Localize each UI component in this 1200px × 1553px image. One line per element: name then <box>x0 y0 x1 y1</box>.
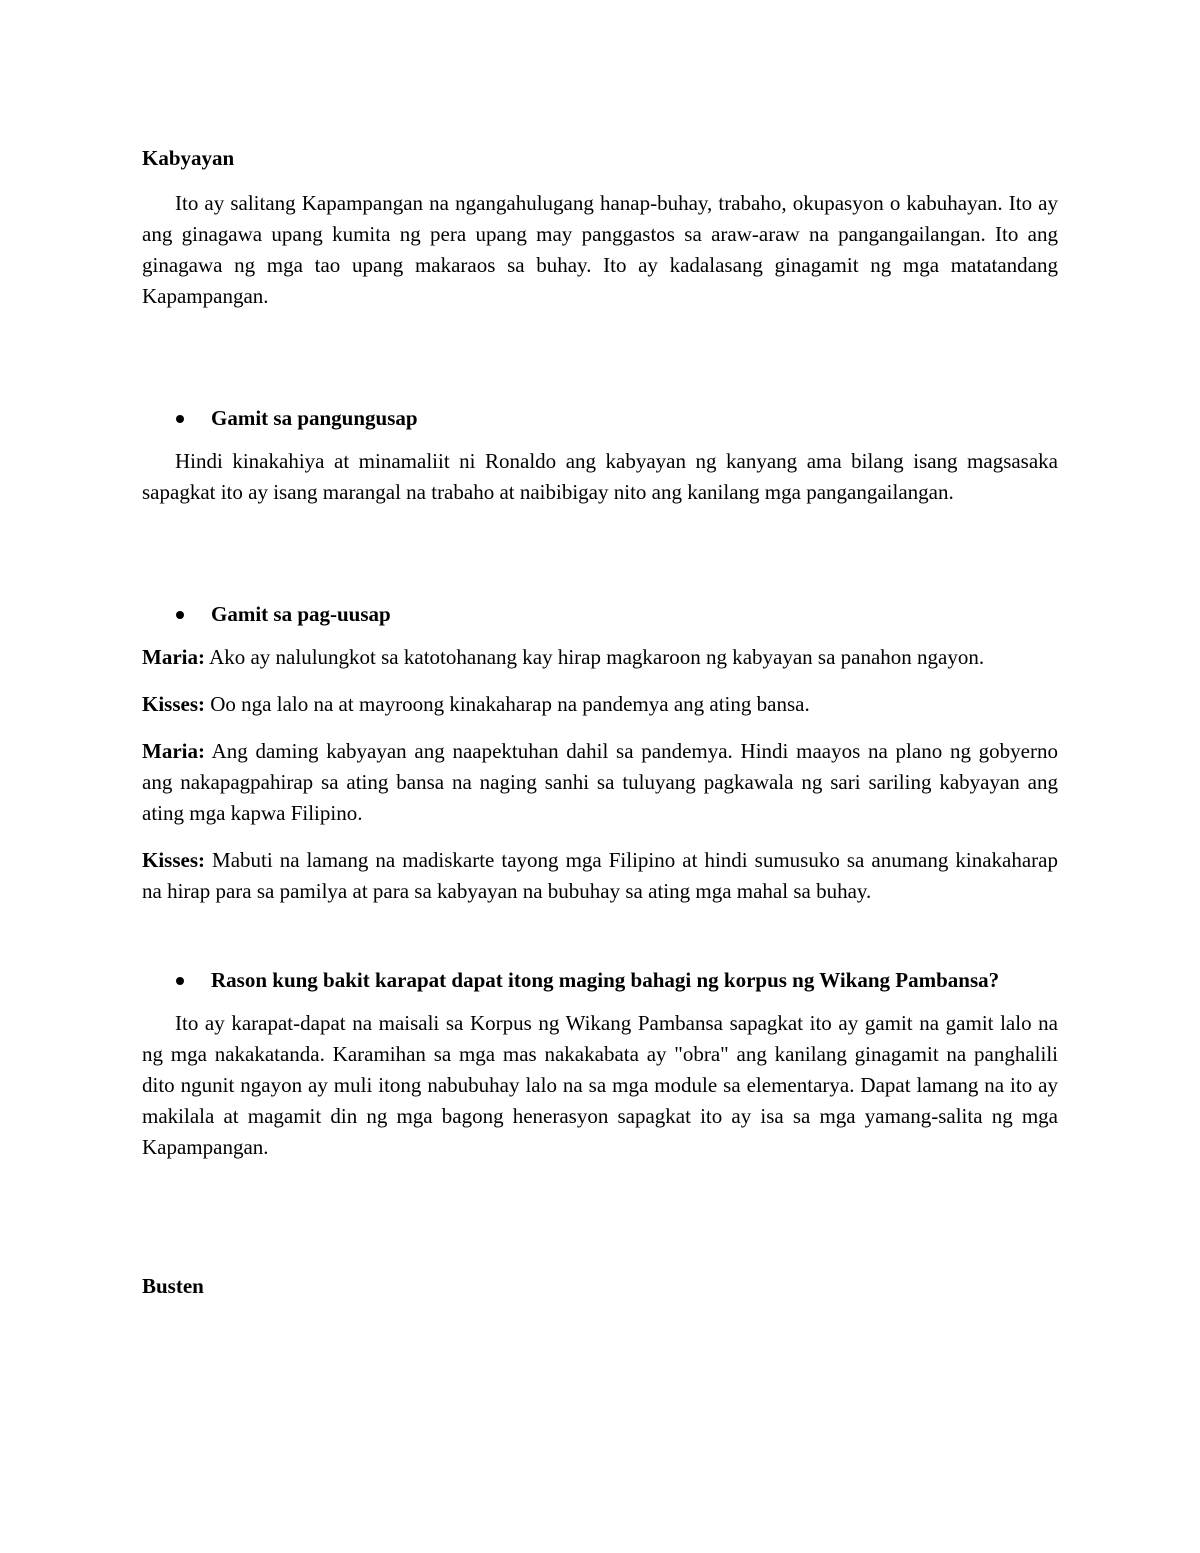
speaker-name: Maria: <box>142 739 205 763</box>
definition-paragraph: Ito ay salitang Kapampangan na ngangahulugang hanap-buhay, trabaho, okupasyon o kabuhayan. Ito ay ang ginagawa upang kumita ng pera upang may panggastos sa araw-araw na pangangailangan. Ito ang ginagawa ng mga tao upang makaraos sa buhay. Ito ay kadalasang ginagamit ng mga matatandang Kapampangan. <box>142 191 1058 308</box>
dialog-text: Ako ay nalulungkot sa katotohanang kay hirap magkaroon ng kabyayan sa panahon ngayon. <box>204 645 985 669</box>
bullet-sentence-usage <box>142 403 1058 434</box>
bullet-icon <box>176 415 184 423</box>
bullet-icon <box>176 611 184 619</box>
speaker-name: Maria: <box>142 645 205 669</box>
conversation-block <box>142 642 1058 907</box>
reason-paragraph: Ito ay karapat-dapat na maisali sa Korpus ng Wikang Pambansa sapagkat ito ay gamit na gamit lalo na ng mga nakakatanda. Karamihan sa mga mas nakakabata ay "obra" ang kanilang ginagamit na panghalili dito ngunit ngayon ay muli itong nabubuhay lalo na sa mga module sa elementarya. Dapat lamang na ito ay makilala at magamit din ng mga bagong henerasyon sapagkat ito ay isa sa mga yamang-salita ng mga Kapampangan. <box>142 1011 1058 1159</box>
dialog-line <box>142 736 1058 829</box>
word-title-kabyayan: Kabyayan <box>142 146 235 170</box>
speaker-name: Kisses: <box>142 692 205 716</box>
document-body <box>142 143 1058 1302</box>
dialog-line <box>142 689 1058 720</box>
reason-heading: Rason kung bakit karapat dapat itong maging bahagi ng korpus ng Wikang Pambansa? <box>211 968 1000 992</box>
conversation-usage-heading: Gamit sa pag-uusap <box>211 602 391 626</box>
bullet-conversation-usage <box>142 599 1058 630</box>
dialog-line <box>142 642 1058 673</box>
word-title-busten: Busten <box>142 1274 204 1298</box>
dialog-text: Ang daming kabyayan ang naapektuhan dahil sa pandemya. Hindi maayos na plano ng gobyerno ang nakapagpahirap sa ating bansa na naging sanhi sa tuluyang pagkawala ng sari sariling kabyayan ang ating mga kapwa Filipino. <box>142 739 1058 825</box>
dialog-text: Mabuti na lamang na madiskarte tayong mga Filipino at hindi sumusuko sa anumang kinakaharap na hirap para sa pamilya at para sa kabyayan na bubuhay sa ating mga mahal sa buhay. <box>142 848 1058 903</box>
bullet-reason <box>142 965 1058 996</box>
dialog-line <box>142 845 1058 907</box>
sentence-usage-paragraph: Hindi kinakahiya at minamaliit ni Ronaldo ang kabyayan ng kanyang ama bilang isang magsasaka sapagkat ito ay isang marangal na trabaho at naibibigay nito ang kanilang mga pangangailangan. <box>142 449 1058 504</box>
speaker-name: Kisses: <box>142 848 205 872</box>
dialog-text: Oo nga lalo na at mayroong kinakaharap na pandemya ang ating bansa. <box>205 692 810 716</box>
bullet-icon <box>176 977 184 985</box>
sentence-usage-heading: Gamit sa pangungusap <box>211 406 418 430</box>
